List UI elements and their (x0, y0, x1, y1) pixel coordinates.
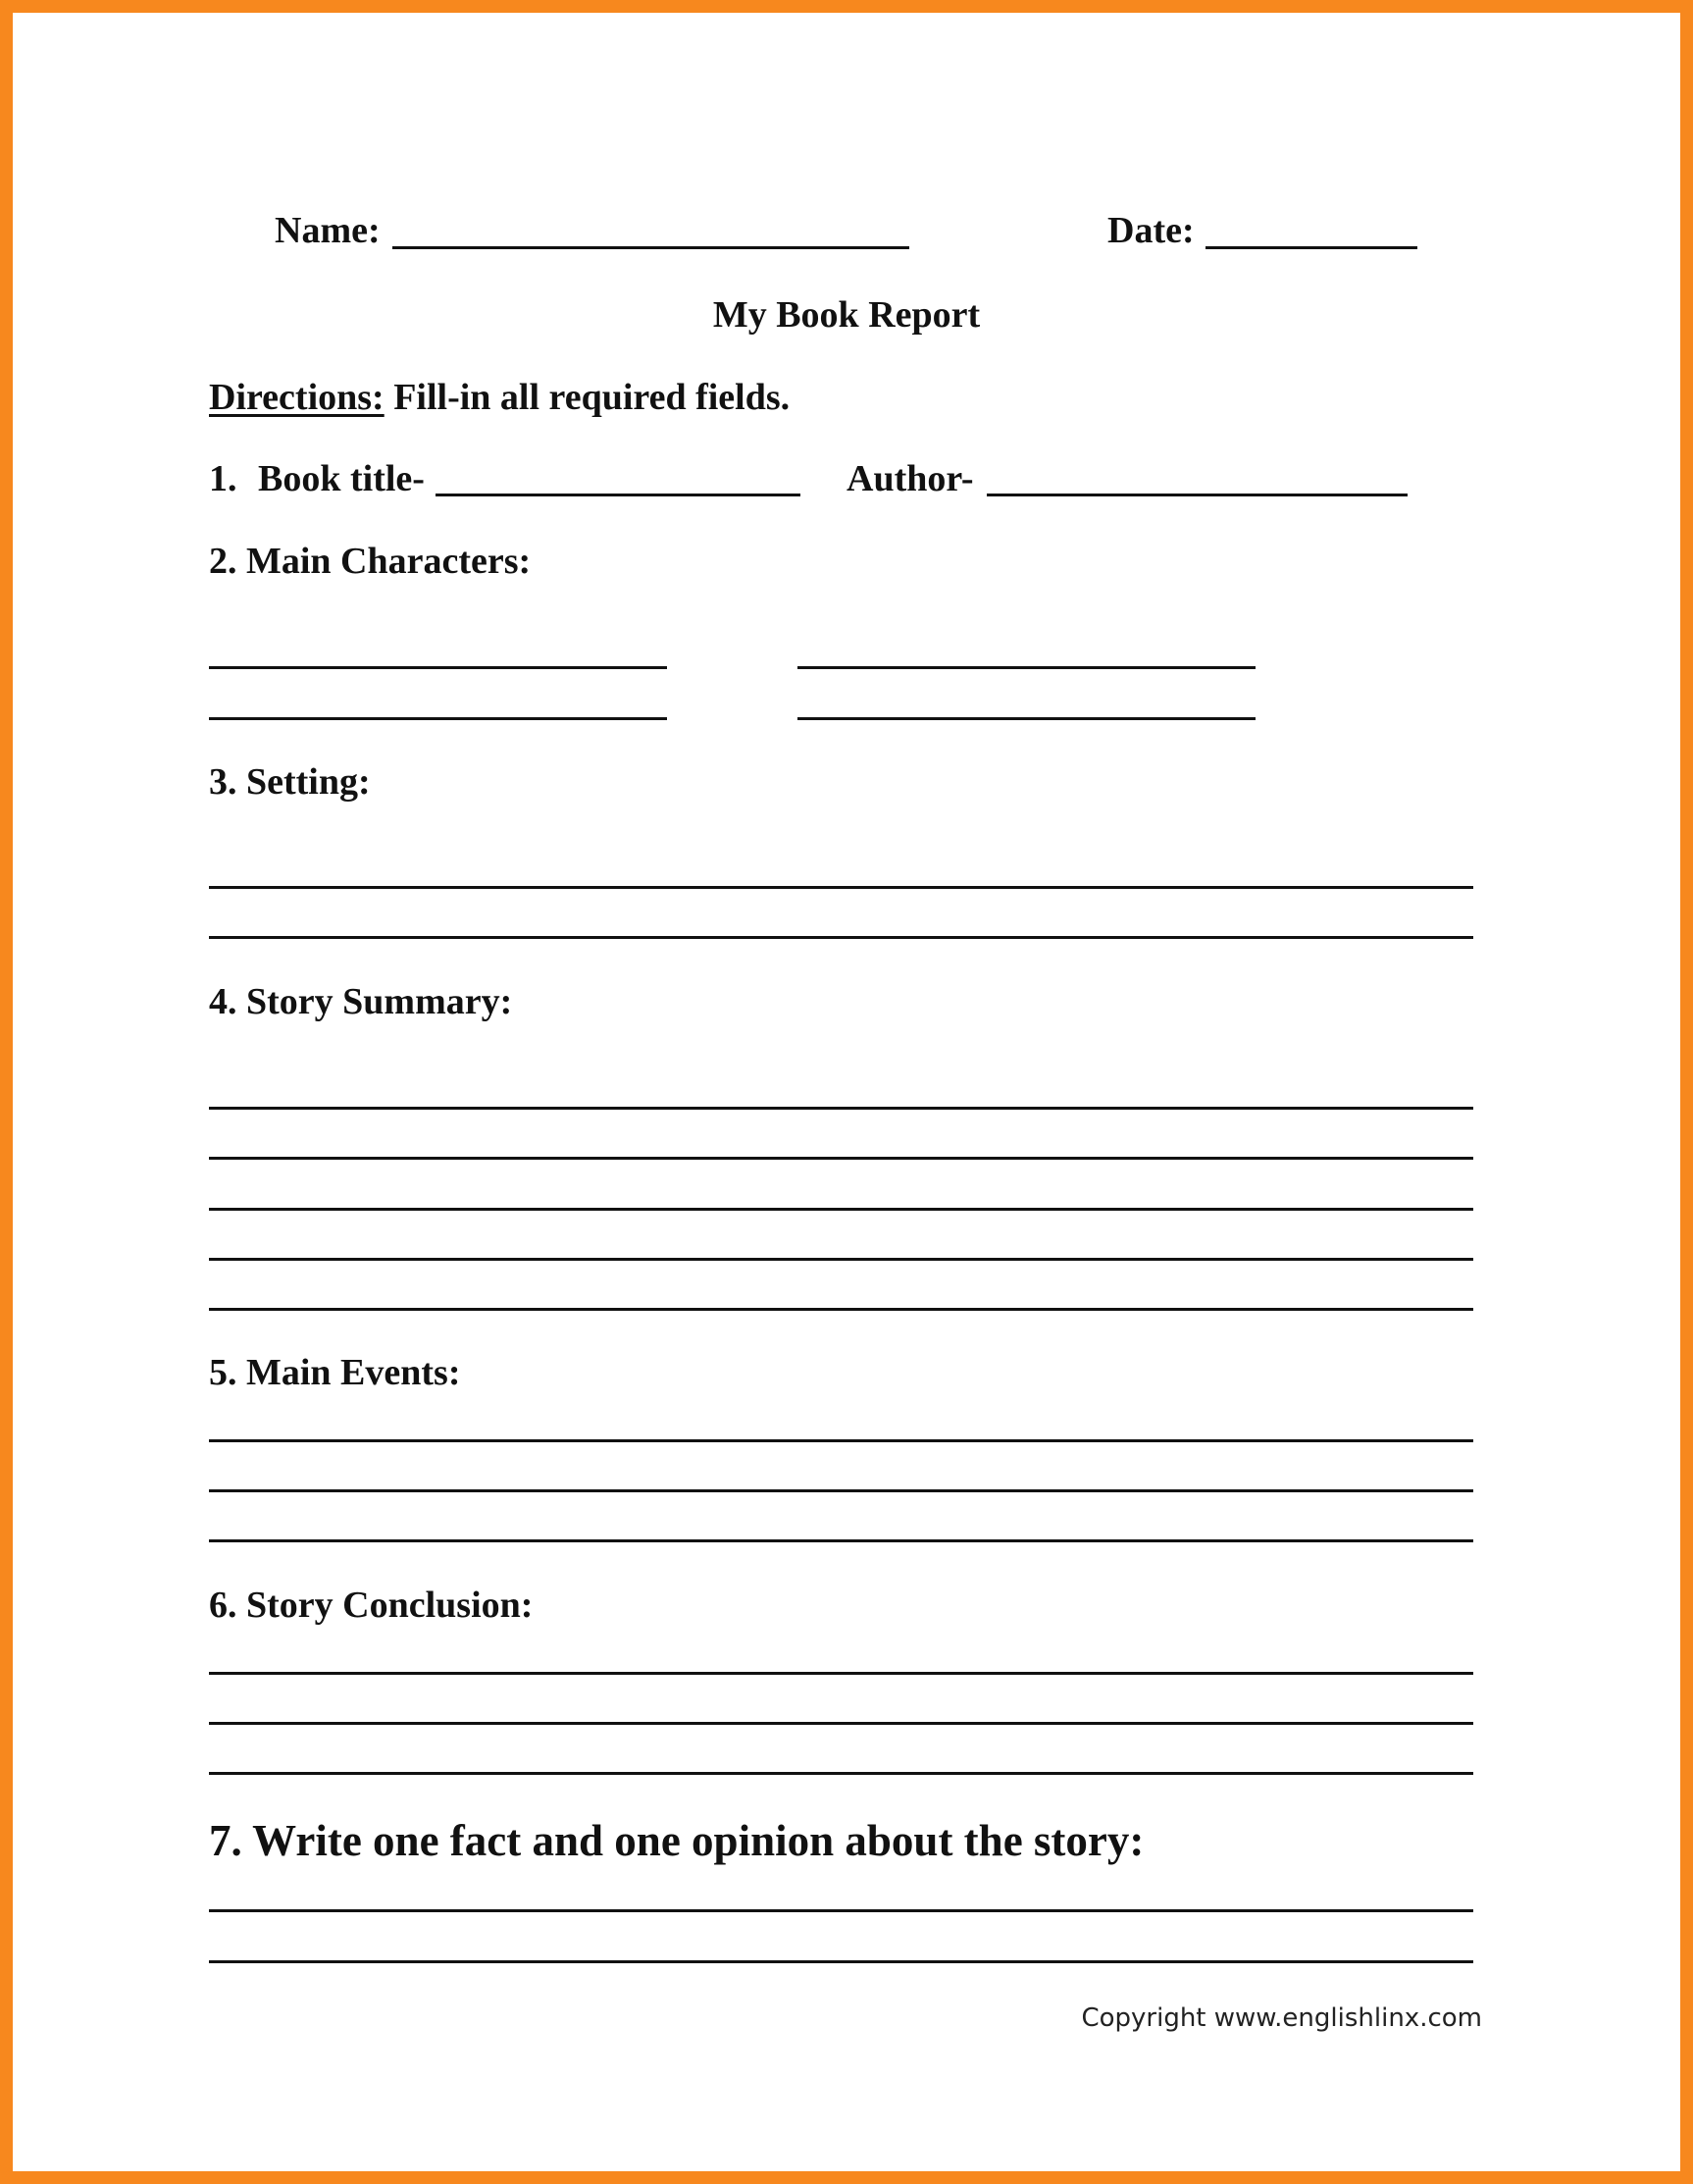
events-line-1[interactable] (209, 1439, 1473, 1442)
summary-line-4[interactable] (209, 1258, 1473, 1261)
conclusion-line-3[interactable] (209, 1772, 1473, 1775)
page-title: My Book Report (712, 294, 981, 336)
main-characters-label: 2. Main Characters: (209, 541, 532, 582)
story-conclusion-label: 6. Story Conclusion: (209, 1585, 534, 1626)
character-line-2[interactable] (797, 666, 1256, 669)
book-title-field[interactable] (436, 494, 800, 496)
setting-label: 3. Setting: (209, 761, 371, 803)
character-line-1[interactable] (209, 666, 667, 669)
summary-line-2[interactable] (209, 1157, 1473, 1160)
fact-opinion-line-2[interactable] (209, 1960, 1473, 1963)
directions (209, 379, 790, 416)
conclusion-line-1[interactable] (209, 1672, 1473, 1675)
setting-line-1[interactable] (209, 886, 1473, 889)
fact-opinion-label: 7. Write one fact and one opinion about the story: (209, 1816, 1145, 1865)
conclusion-line-2[interactable] (209, 1722, 1473, 1725)
summary-line-5[interactable] (209, 1308, 1473, 1311)
main-events-label: 5. Main Events: (209, 1352, 461, 1393)
author-field[interactable] (987, 494, 1408, 496)
setting-line-2[interactable] (209, 936, 1473, 939)
directions-label: Directions: (209, 377, 385, 418)
date-label: Date: (1107, 210, 1195, 251)
date-field[interactable] (1206, 246, 1417, 249)
events-line-2[interactable] (209, 1489, 1473, 1492)
name-label: Name: (275, 210, 381, 251)
character-line-3[interactable] (209, 717, 667, 720)
story-summary-label: 4. Story Summary: (209, 981, 513, 1022)
copyright-text: Copyright www.englishlinx.com (1081, 2003, 1482, 2033)
summary-line-3[interactable] (209, 1208, 1473, 1211)
fact-opinion-line-1[interactable] (209, 1909, 1473, 1912)
question-1-number: 1. (209, 458, 237, 499)
author-label: Author- (846, 458, 974, 499)
directions-text: Fill-in all required fields. (393, 377, 791, 418)
book-title-label: Book title- (258, 458, 425, 499)
name-field[interactable] (392, 246, 909, 249)
summary-line-1[interactable] (209, 1107, 1473, 1110)
character-line-4[interactable] (797, 717, 1256, 720)
events-line-3[interactable] (209, 1539, 1473, 1542)
